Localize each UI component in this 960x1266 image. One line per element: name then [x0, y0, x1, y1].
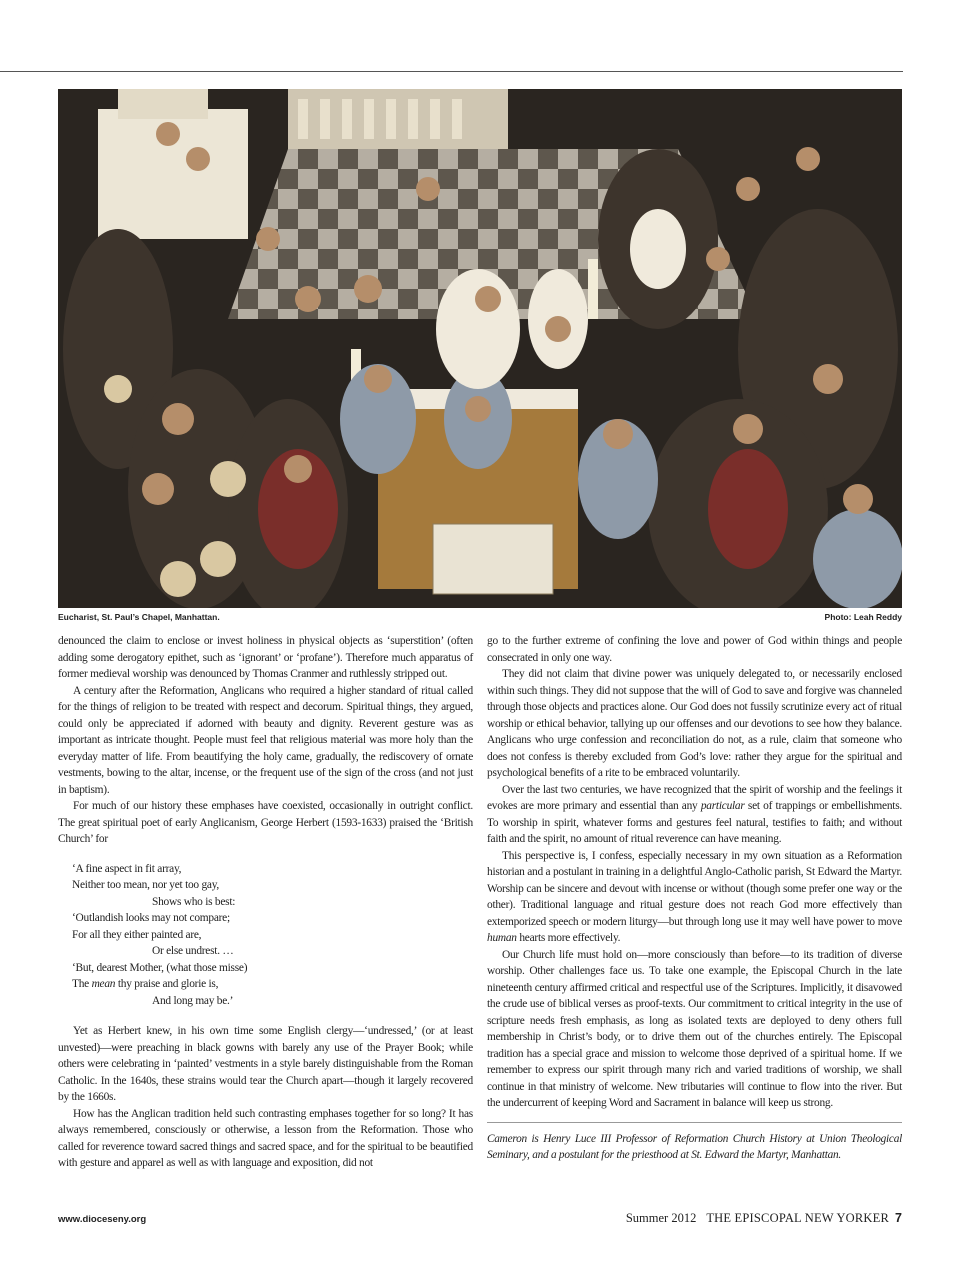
bio-rule — [487, 1122, 902, 1123]
paragraph-text: This perspective is, I confess, especially necessary in my own situation as a Reformation historian and a postulant in training in a delightful Anglo-Catholic parish, St Edward the Martyr. Worship can be sincere and devout with incense or without (though some prefer one way or the other). Traditional language and ritual gesture does not reach God more effectively than extemporized speech or modern liturgy—but through long use it may well have power to move — [487, 849, 902, 928]
paragraph-text: set of trappings or embellishments. To worship in spirit, whatever forms and gestures feel natural, testifies to faith; and without faith and the spirit, no amount of ritual reverence can have meaning. — [487, 800, 902, 845]
poem-text: thy praise and glorie is, — [115, 978, 219, 990]
paragraph-emphasis: particular — [700, 800, 745, 812]
right-column — [487, 633, 902, 1164]
poem-emphasis: mean — [91, 978, 116, 990]
issue-date: Summer 2012 — [625, 1211, 697, 1225]
poem-line: For all they either painted are, — [72, 928, 202, 941]
poem-line: ‘But, dearest Mother, (what those misse) — [72, 961, 248, 974]
poem-line: Neither too mean, nor yet too gay, — [72, 879, 220, 891]
herbert-poem — [72, 861, 473, 1010]
page-number: 7 — [895, 1211, 902, 1225]
paragraph: A century after the Reformation, Anglicans who required a higher standard of ritual called for the things of religion to be treated with respect and decorum. Spiritual things, they argued, could only be appreciated if adorned with beauty and dignity. Reverent gesture was as important as intricate thought. People must feel that religious material was more holy than the everyday matter of life. From beautifying the holy came, gradually, the rediscovery of ornate vestments, bowing to the altar, incense, or the frequent use of the sign of the cross (and not just in baptism). — [58, 684, 473, 796]
paragraph: For much of our history these emphases have coexisted, occasionally in outright conflict. The great spiritual poet of early Anglicanism, George Herbert (1593-1633) praised the ‘British Church’ for — [58, 800, 473, 845]
paragraph: go to the further extreme of confining the love and power of God within things and people consecrated in only one way. — [487, 635, 902, 664]
poem-line: And long may be.’ — [152, 994, 234, 1007]
paragraph: How has the Anglican tradition held such contrasting emphases together for so long? It has always remembered, consciously or otherwise, a lesson from the Reformation. Those who called for reverence toward sacred things and sacred space, and for the spiritual to be beautified with gesture and apparel as well as with language and exposition, did not — [58, 1107, 473, 1169]
paragraph-text: hearts more effectively. — [516, 932, 621, 944]
poem-line — [72, 976, 473, 993]
poem-text: The — [72, 978, 92, 990]
poem-line: ‘A fine aspect in fit array, — [72, 862, 182, 875]
paragraph: denounced the claim to enclose or invest holiness in physical objects as ‘superstition’ (often adding some derogatory epithet, such as ‘ignorant’ or ‘profane’). Therefore much apparatus of former medieval worship was denounced by Thomas Cranmer and ruthlessly stripped out. — [58, 635, 473, 680]
footer-folio — [626, 1211, 902, 1226]
paragraph: Yet as Herbert knew, in his own time some English clergy—‘undressed,’ (or at least unvested)—were preaching in black gowns with barely any use of the Prayer Book; while others were celebrating in ‘painted’ vestments in a style barely distinguishable from the Roman Catholic. In the 1640s, these strains would tear the Church apart—though it largely recovered by the 1660s. — [58, 1025, 473, 1103]
photo-illustration — [58, 89, 902, 608]
top-rule — [0, 71, 903, 72]
paragraph — [487, 782, 902, 848]
eucharist-photo — [58, 89, 902, 608]
author-bio: Cameron is Henry Luce III Professor of Reformation Church History at Union Theological Seminary, and a postulant for the priesthood at St. Edward the Martyr, Manhattan. — [487, 1132, 902, 1161]
paragraph: Our Church life must hold on—more consciously than before—to its tradition of diverse worship. Other challenges face us. To take one example, the Episcopal Church in the late nineteenth century affirmed critical and respectful use of the Scriptures. Implicitly, it disavowed the crude use of biblical verses as proof-texts. Our commitment to critical integrity in the use of scripture needs fresh emphasis, as long as isolated texts are deployed to deny others full membership in Christ’s body, or to drive them out of the churches entirely. The Episcopal tradition has a special grace and mission to welcome those deprived of a spiritual home. If we remember to express our spirit through many rich and varied traditions of worship, we shall continue in that ministry of welcome. New tributaries will continue to flow into the river. But the undercurrent of keeping Word and Sacrament in balance will keep us strong. — [487, 948, 902, 1109]
paragraph-text: Over the last two centuries, we have recognized that the spirit of worship and the feelings it evokes are more primary and essential than any — [487, 783, 902, 812]
poem-line: ‘Outlandish looks may not compare; — [72, 912, 230, 924]
photo-credit: Photo: Leah Reddy — [824, 612, 902, 622]
paragraph: They did not claim that divine power was uniquely delegated to, or necessarily enclosed within such things. They did not suppose that the will of God to save and forgive was channeled through those objects and practices alone. Our God does not fussily scrutinize every act of ritual worship or ethical behavior, tallying up our offenses and our devotions to see how they balance. Anglicans who urge confession and reconciliation do not, as a rule, claim that someone who does not confess is thereby excluded from God’s love: rather they argue for the spiritual and psychological benefits of a rite to be embraced voluntarily. — [487, 668, 902, 779]
poem-line: Or else undrest. … — [152, 945, 234, 957]
paragraph — [487, 848, 902, 947]
publication-name: THE EPISCOPAL NEW YORKER — [706, 1211, 890, 1225]
photo-caption: Eucharist, St. Paul’s Chapel, Manhattan. — [58, 612, 220, 622]
left-column — [58, 633, 473, 1172]
paragraph-emphasis: human — [487, 932, 517, 944]
poem-line: Shows who is best: — [152, 895, 236, 908]
footer-url: www.dioceseny.org — [58, 1214, 147, 1225]
